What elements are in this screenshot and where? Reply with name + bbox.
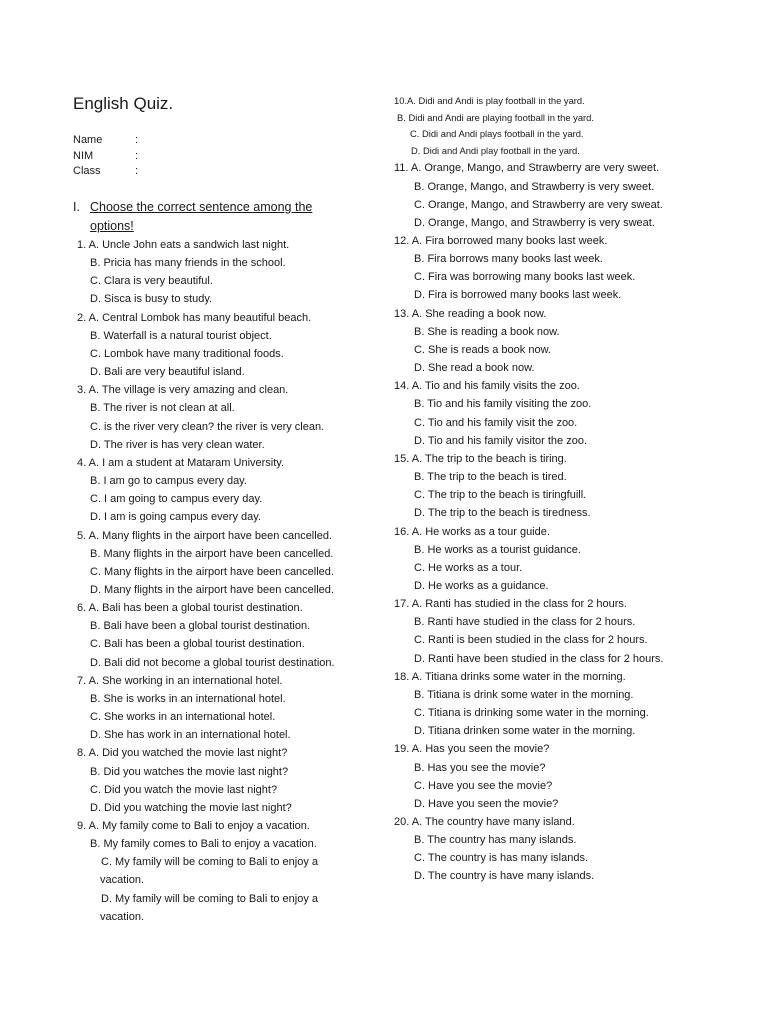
left-questions xyxy=(77,236,363,853)
option-line: D. Sisca is busy to study. xyxy=(90,293,213,306)
info-label: Name xyxy=(73,134,103,146)
question-line: 5. A. Many flights in the airport have been cancelled. xyxy=(77,529,332,542)
question-line: 18. A. Titiana drinks some water in the morning. xyxy=(394,670,626,683)
info-row-name xyxy=(73,133,138,149)
info-sep: : xyxy=(135,149,139,162)
info-sep: : xyxy=(135,165,139,177)
question-line: 15. A. The trip to the beach is tiring. xyxy=(394,452,567,465)
option-line: C. The country is has many islands. xyxy=(414,852,589,865)
option-line: D. I am is going campus every day. xyxy=(90,511,261,524)
option-line: C. Ranti is been studied in the class for 2 hours. xyxy=(414,634,648,647)
option-line: B. Did you watches the movie last night? xyxy=(90,765,289,778)
question-item xyxy=(77,309,363,382)
question-line: 11. A. Orange, Mango, and Strawberry are very sweet. xyxy=(394,162,660,175)
option-line: C. Fira was borrowing many books last week. xyxy=(414,271,636,284)
question-item xyxy=(77,817,363,853)
option-line: D. Ranti have been studied in the class for 2 hours. xyxy=(414,652,664,665)
option-line: B. Titiana is drink some water in the morning. xyxy=(414,688,634,701)
question-line: 6. A. Bali has been a global tourist destination. xyxy=(77,602,303,615)
info-label: Class xyxy=(73,165,101,177)
question-item xyxy=(77,599,363,672)
q9-long-option-d xyxy=(77,890,363,926)
question-item xyxy=(394,595,694,668)
option-line: D. The river is has very clean water. xyxy=(90,438,265,451)
option-line: B. The river is not clean at all. xyxy=(90,402,235,415)
option-line: D. My family will be coming to Bali to enjoy a xyxy=(101,892,319,905)
option-line: D. She read a book now. xyxy=(414,362,535,375)
question-item xyxy=(77,744,363,817)
option-line: C. My family will be coming to Bali to enjoy a xyxy=(101,856,319,869)
student-info xyxy=(73,133,138,180)
info-row-nim xyxy=(73,149,138,165)
option-line: B. Waterfall is a natural tourist object. xyxy=(90,329,272,342)
info-row-class xyxy=(73,164,138,180)
option-line: B. She is reading a book now. xyxy=(414,325,560,338)
option-line: B. Fira borrows many books last week. xyxy=(414,253,603,266)
question-item xyxy=(394,450,694,523)
option-line: C. Bali has been a global tourist destination. xyxy=(90,638,305,651)
question-line: 17. A. Ranti has studied in the class for 2 hours. xyxy=(394,598,627,611)
info-label: NIM xyxy=(73,149,94,162)
option-line: D. Tio and his family visitor the zoo. xyxy=(414,434,588,447)
option-line: B. Tio and his family visiting the zoo. xyxy=(414,398,592,411)
question-10 xyxy=(394,93,694,159)
question-line: 13. A. She reading a book now. xyxy=(394,307,547,320)
question-line: 20. A. The country have many island. xyxy=(394,816,575,828)
option-line: C. Lombok have many traditional foods. xyxy=(90,347,284,360)
section-instruction: Choose the correct sentence among the options! xyxy=(90,200,313,233)
question-item xyxy=(394,740,694,813)
option-line: B. The country has many islands. xyxy=(414,834,577,847)
option-line: B. My family comes to Bali to enjoy a vacation. xyxy=(90,838,317,851)
question-line: 19. A. Has you seen the movie? xyxy=(394,743,550,756)
option-line: C. Tio and his family visit the zoo. xyxy=(414,416,578,429)
question-line: 9. A. My family come to Bali to enjoy a vacation. xyxy=(77,820,310,832)
option-line: D. He works as a guidance. xyxy=(414,579,549,592)
option-line: D. The trip to the beach is tiredness. xyxy=(414,507,591,520)
question-item xyxy=(77,236,363,309)
option-line: C. Titiana is drinking some water in the morning. xyxy=(414,707,649,720)
option-line: C. Have you see the movie? xyxy=(414,779,553,792)
question-line: 12. A. Fira borrowed many books last week. xyxy=(394,235,608,247)
question-item xyxy=(394,813,694,886)
question-line: 14. A. Tio and his family visits the zoo. xyxy=(394,380,580,393)
question-item xyxy=(77,527,363,600)
option-line: D. Many flights in the airport have been cancelled. xyxy=(90,583,334,596)
option-line: vacation. xyxy=(100,910,145,923)
question-line: 16. A. He works as a tour guide. xyxy=(394,525,550,538)
question-item xyxy=(77,454,363,527)
question-line: 2. A. Central Lombok has many beautiful beach. xyxy=(77,311,312,324)
question-item xyxy=(394,377,694,450)
option-line: B. Pricia has many friends in the school. xyxy=(90,257,286,270)
option-line: B. Orange, Mango, and Strawberry is very sweet. xyxy=(414,180,655,193)
option-line: D. Bali did not become a global tourist destination. xyxy=(90,656,335,669)
question-line: 7. A. She working in an international hotel. xyxy=(77,674,283,687)
question-item xyxy=(394,159,694,232)
option-line: D. The country is have many islands. xyxy=(414,870,595,883)
option-line: B. I am go to campus every day. xyxy=(90,475,247,488)
section-heading xyxy=(73,198,322,236)
option-line: B. Has you see the movie? xyxy=(414,761,546,774)
option-line: C. Many flights in the airport have been cancelled. xyxy=(90,565,334,578)
question-line: 8. A. Did you watched the movie last night? xyxy=(77,747,288,760)
option-line: C. I am going to campus every day. xyxy=(90,493,263,506)
right-questions xyxy=(394,159,694,885)
question-item xyxy=(394,668,694,741)
option-line: C. Did you watch the movie last night? xyxy=(90,783,278,796)
option-line: B. Many flights in the airport have been cancelled. xyxy=(90,547,334,560)
question-item xyxy=(77,672,363,745)
option-line: D. Have you seen the movie? xyxy=(414,797,559,810)
right-column xyxy=(394,93,694,886)
option-line: C. Clara is very beautiful. xyxy=(90,275,213,288)
question-line: 3. A. The village is very amazing and clean. xyxy=(77,384,289,397)
option-line: D. Bali are very beautiful island. xyxy=(90,366,245,379)
question-line: 10.A. Didi and Andi is play football in the yard. xyxy=(394,95,585,106)
option-line: D. Titiana drinken some water in the morning. xyxy=(414,725,636,738)
question-item xyxy=(394,232,694,305)
option-line: B. He works as a tourist guidance. xyxy=(414,543,581,556)
option-line: C. Orange, Mango, and Strawberry are very sweat. xyxy=(414,198,663,211)
option-line: D. Didi and Andi play football in the yard. xyxy=(411,144,580,156)
section-number: I. xyxy=(73,200,80,214)
option-line: D. Orange, Mango, and Strawberry is very sweat. xyxy=(414,216,655,229)
option-line: B. Didi and Andi are playing football in the yard. xyxy=(397,111,594,123)
option-line: vacation. xyxy=(100,874,145,887)
question-item xyxy=(394,305,694,378)
page-title: English Quiz. xyxy=(73,94,174,113)
question-line: 1. A. Uncle John eats a sandwich last night. xyxy=(77,239,290,251)
question-item xyxy=(394,523,694,596)
info-sep: : xyxy=(135,134,139,146)
option-line: C. He works as a tour. xyxy=(414,561,523,574)
question-item xyxy=(77,381,363,454)
option-line: C. She works in an international hotel. xyxy=(90,711,276,724)
q9-long-option-c xyxy=(77,853,363,889)
option-line: B. She is works in an international hotel. xyxy=(90,692,286,705)
option-line: D. She has work in an international hotel. xyxy=(90,729,291,742)
question-line: 4. A. I am a student at Mataram University. xyxy=(77,456,285,469)
option-line: B. Ranti have studied in the class for 2 hours. xyxy=(414,616,636,629)
option-line: D. Fira is borrowed many books last week. xyxy=(414,289,622,302)
left-column xyxy=(77,236,363,926)
option-line: D. Did you watching the movie last night? xyxy=(90,801,292,814)
option-line: C. She is reads a book now. xyxy=(414,343,551,356)
option-line: B. The trip to the beach is tired. xyxy=(414,471,567,484)
option-line: C. is the river very clean? the river is very clean. xyxy=(90,420,325,433)
option-line: C. Didi and Andi plays football in the yard. xyxy=(410,128,584,140)
option-line: C. The trip to the beach is tiringfuill. xyxy=(414,489,587,502)
option-line: B. Bali have been a global tourist destination. xyxy=(90,620,311,633)
